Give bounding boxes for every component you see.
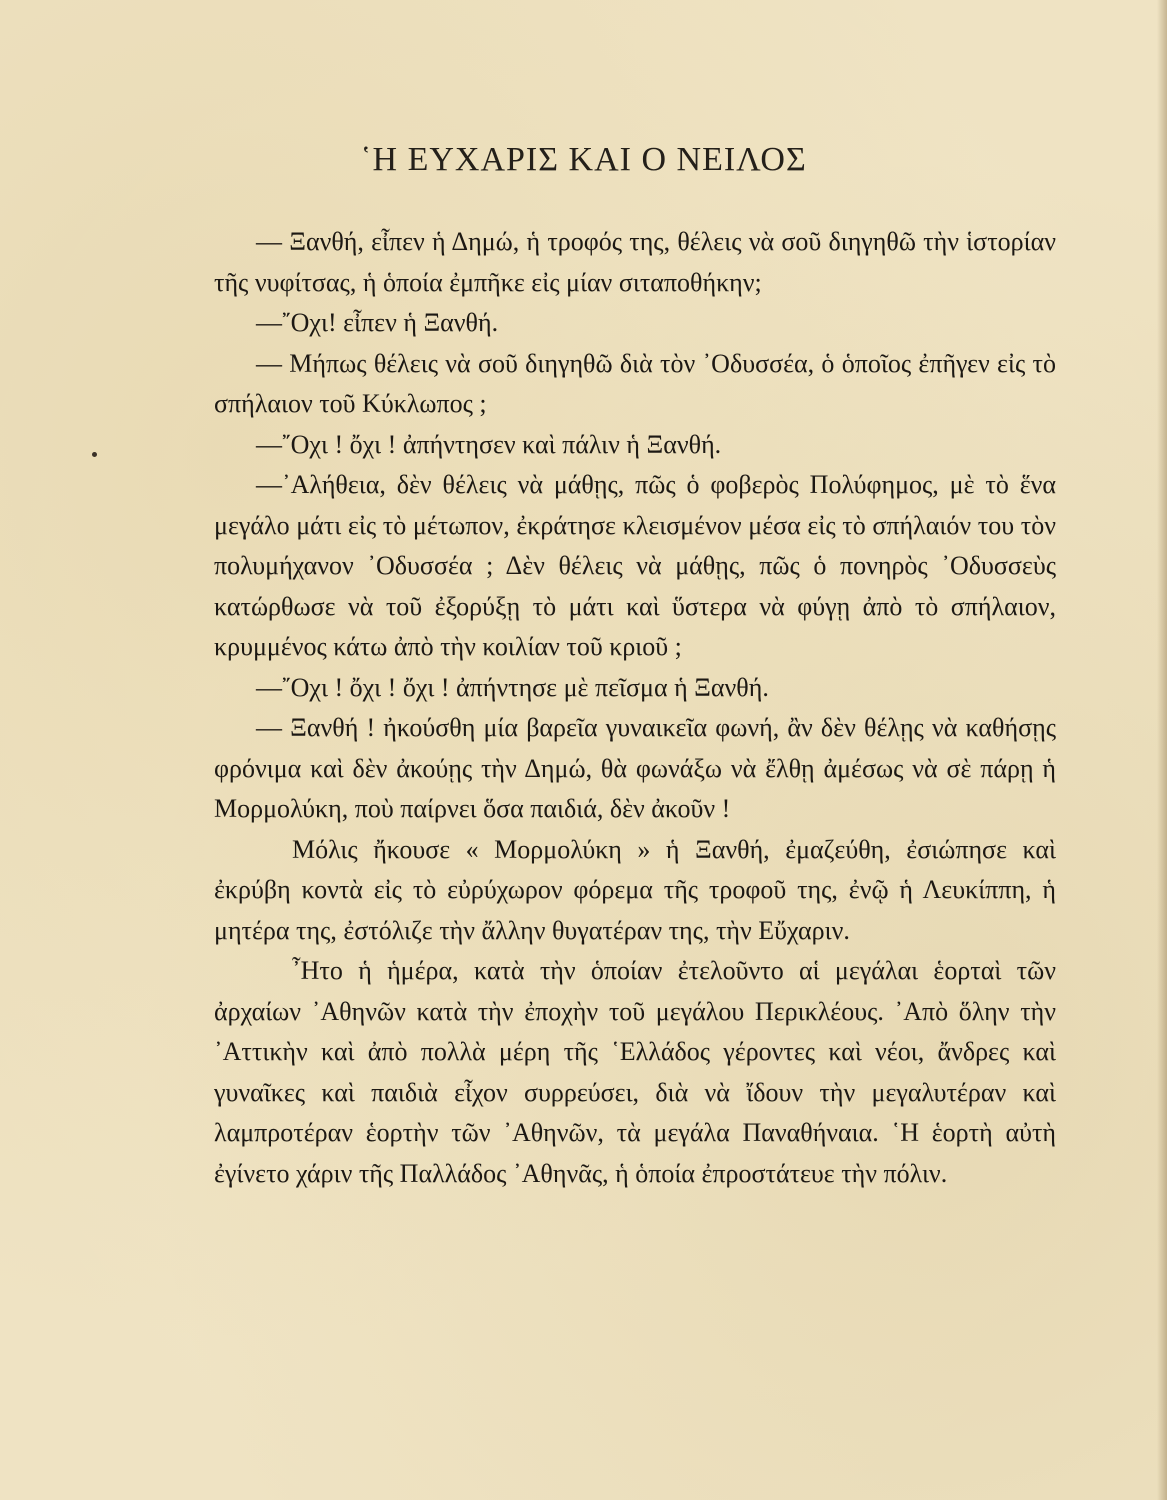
page-edge-shadow (1157, 0, 1167, 1500)
paragraph: — Μήπως θέλεις νὰ σοῦ διηγηθῶ διὰ τὸν ᾿Οδυσσέα, ὁ ὁποῖος ἐπῆγεν εἰς τὸ σπήλαιον τοῦ Κύκλωπος ; (214, 348, 1056, 418)
chapter-title: ῾Η ΕΥΧΑΡΙΣ ΚΑΙ Ο ΝΕΙΛΟΣ (360, 141, 807, 178)
body-text (214, 222, 1056, 1194)
paragraph: — Ξανθή, εἶπεν ἡ Δημώ, ἡ τροφός της, θέλεις νὰ σοῦ διηγηθῶ τὴν ἱστορίαν τῆς νυφίτσας, ἡ ὁποία ἐμπῆκε εἰς μίαν σιταποθήκην; (214, 227, 1056, 297)
paragraph: —῎Οχι! εἶπεν ἡ Ξανθή. (256, 308, 499, 337)
paragraph: — Ξανθή ! ἠκούσθη μία βαρεῖα γυναικεῖα φωνή, ἂν δὲν θέλῃς νὰ καθήσῃς φρόνιμα καὶ δὲν ἀκούῃς τὴν Δημώ, θὰ φωνάξω νὰ ἔλθῃ ἀμέσως νὰ σὲ πάρῃ ἡ Μορμολύκη, ποὺ παίρνει ὅσα παιδιά, δὲν ἀκοῦν ! (214, 713, 1056, 823)
paragraph: —῎Οχι ! ὄχι ! ὄχι ! ἀπήντησε μὲ πεῖσμα ἡ Ξανθή. (256, 672, 769, 702)
paragraph: Μόλις ἤκουσε « Μορμολύκη » ἡ Ξανθή, ἐμαζεύθη, ἐσιώπησε καὶ ἐκρύβη κοντὰ εἰς τὸ εὐρύχωρον φόρεμα τῆς τροφοῦ της, ἐνῷ ἡ Λευκίππη, ἡ μητέρα της, ἐστόλιζε τὴν ἄλλην θυγατέραν της, τὴν Εὔχαριν. (214, 834, 1056, 945)
paragraph: ῏Ητο ἡ ἡμέρα, κατὰ τὴν ὁποίαν ἐτελοῦντο αἱ μεγάλαι ἑορταὶ τῶν ἀρχαίων ᾿Αθηνῶν κατὰ τὴν ἐποχὴν τοῦ μεγάλου Περικλέους. ᾿Απὸ ὅλην τὴν ᾿Αττικὴν καὶ ἀπὸ πολλὰ μέρη τῆς ῾Ελλάδος γέροντες καὶ νέοι, ἄνδρες καὶ γυναῖκες καὶ παιδιὰ εἶχον συρρεύσει, διὰ νὰ ἴδουν τὴν μεγαλυτέραν καὶ λαμπροτέραν ἑορτὴν τῶν ᾿Αθηνῶν, τὰ μεγάλα Παναθήναια. ῾Η ἑορτὴ αὐτὴ ἐγίνετο χάριν τῆς Παλλάδος ᾿Αθηνᾶς, ἡ ὁποία ἐπροστάτευε τὴν πόλιν. (214, 956, 1056, 1188)
paragraph: —᾿Αλήθεια, δὲν θέλεις νὰ μάθῃς, πῶς ὁ φοβερὸς Πολύφημος, μὲ τὸ ἕνα μεγάλο μάτι εἰς τὸ μέτωπον, ἐκράτησε κλεισμένον μέσα εἰς τὸ σπήλαιόν του τὸν πολυμήχανον ᾿Οδυσσέα ; Δὲν θέλεις νὰ μάθῃς, πῶς ὁ πονηρὸς ᾿Οδυσσεὺς κατώρθωσε νὰ τοῦ ἐξορύξῃ τὸ μάτι καὶ ὕστερα νὰ φύγῃ ἀπὸ τὸ σπήλαιον, κρυμμένος κάτω ἀπὸ τὴν κοιλίαν τοῦ κριοῦ ; (214, 470, 1056, 661)
paragraph: —῎Οχι ! ὄχι ! ἀπήντησεν καὶ πάλιν ἡ Ξανθή. (256, 429, 722, 459)
margin-mark (92, 452, 97, 457)
